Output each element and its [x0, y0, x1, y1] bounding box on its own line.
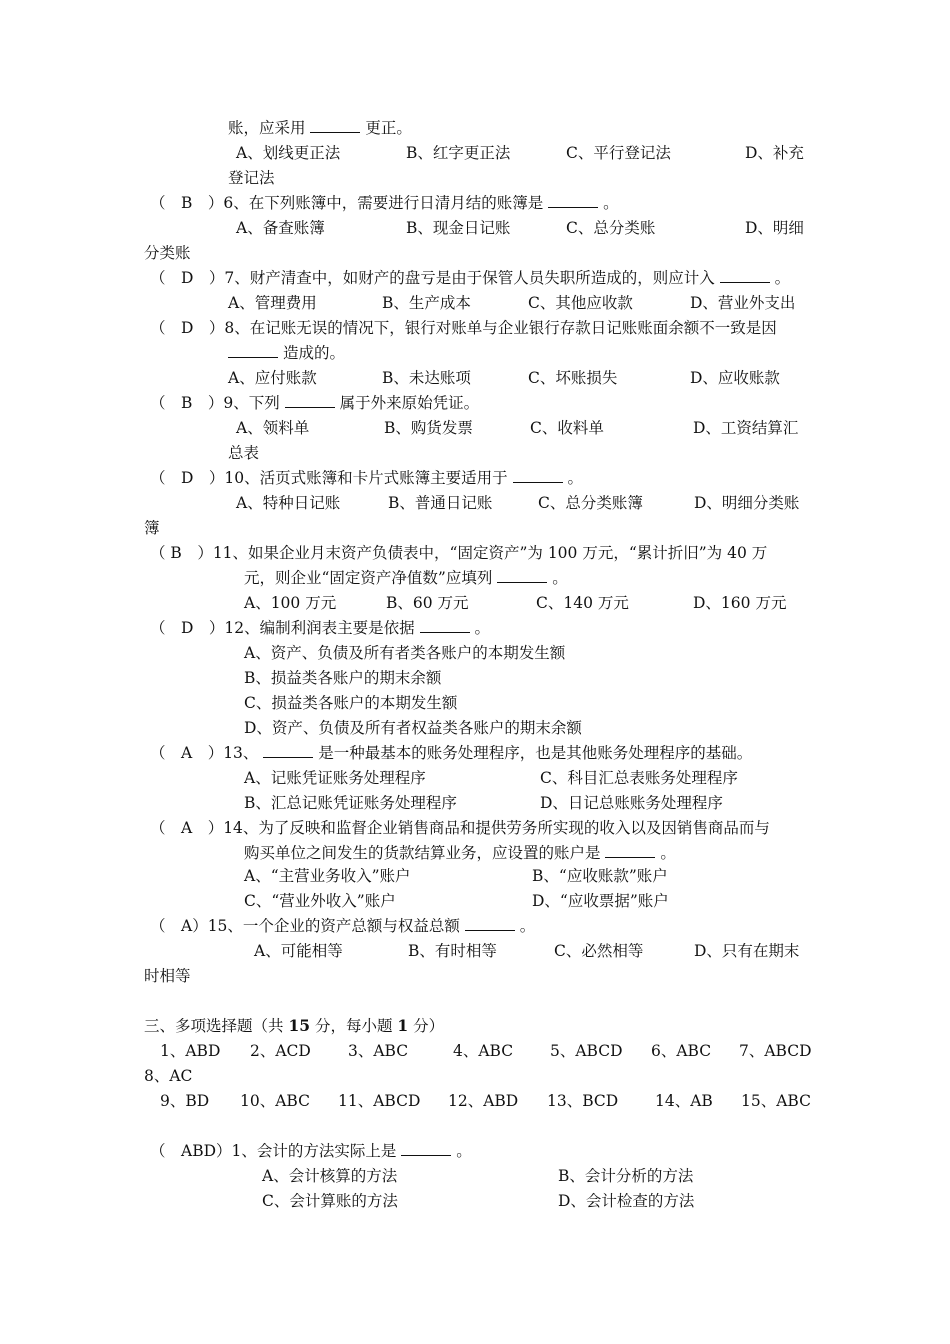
- answer-blank: [465, 916, 515, 931]
- section-3-total-points: 15: [288, 1016, 311, 1035]
- q11-option-c: C、140 万元: [536, 594, 629, 612]
- q14-stem: （ A ）14、为了反映和监督企业销售商品和提供劳务所实现的收入以及因销售商品而与: [150, 819, 770, 837]
- q13-option-b: B、汇总记账凭证账务处理程序: [244, 794, 457, 812]
- q9-option-a: A、领料单: [236, 419, 310, 437]
- q11-stem-end: 。: [552, 569, 568, 587]
- q14-option-a: A、“主营业务收入”账户: [244, 867, 411, 885]
- q13-option-d: D、日记总账账务处理程序: [540, 794, 723, 812]
- q7-option-d: D、营业外支出: [690, 294, 796, 312]
- answer-key-item: 1、ABD: [160, 1042, 221, 1060]
- q12-option-a: A、资产、负债及所有者类各账户的本期发生额: [244, 644, 566, 662]
- q11-option-d: D、160 万元: [693, 594, 787, 612]
- section-3-title-post: 分）: [413, 1017, 445, 1035]
- q15-option-b: B、有时相等: [408, 942, 497, 960]
- q7-stem: [150, 268, 790, 288]
- q12-stem-text: （ D ）12、编制利润表主要是依据: [150, 619, 415, 637]
- section-3-title-mid: 分，每小题: [314, 1017, 393, 1035]
- q15-stem: [150, 916, 535, 936]
- mq1-option-b: B、会计分析的方法: [558, 1167, 694, 1185]
- q9-option-d: D、工资结算汇: [693, 419, 799, 437]
- q15-stem-text: （ A）15、一个企业的资产总额与权益总额: [150, 917, 460, 935]
- q5-option-a: A、划线更正法: [236, 144, 341, 162]
- q12-stem-end: 。: [474, 619, 491, 637]
- answer-blank: [513, 468, 563, 483]
- section-3-each-points: 1: [397, 1016, 409, 1035]
- q11-stem: （ B ）11、如果企业月末资产负债表中，“固定资产”为 100 万元，“累计折旧”为 40 万: [150, 544, 768, 562]
- answer-blank: [548, 193, 598, 208]
- answer-key-item: 5、ABCD: [550, 1042, 623, 1060]
- answer-key-item: 9、BD: [160, 1092, 210, 1110]
- q13-option-c: C、科目汇总表账务处理程序: [540, 769, 738, 787]
- q11-stem-cont: [244, 568, 568, 588]
- mq1-option-d: D、会计检查的方法: [558, 1192, 695, 1210]
- answer-blank: [285, 393, 335, 408]
- section-3-title-pre: 三、多项选择题（共: [144, 1017, 284, 1035]
- q7-stem-end: 。: [774, 269, 791, 287]
- answer-key-item: 4、ABC: [453, 1042, 514, 1060]
- q7-stem-text: （ D ）7、财产清查中，如财产的盘亏是由于保管人员失职所造成的，则应计入: [150, 269, 715, 287]
- q5-stem-text: 账，应采用: [228, 119, 306, 137]
- q12-option-d: D、资产、负债及所有者权益类各账户的期末余额: [244, 719, 582, 737]
- answer-key-item: 13、BCD: [547, 1092, 619, 1110]
- answer-blank: [420, 618, 470, 633]
- q8-stem-cont: [228, 343, 345, 363]
- q6-stem-text: （ B ）6、在下列账簿中，需要进行日清月结的账簿是: [150, 194, 544, 212]
- mq1-option-a: A、会计核算的方法: [262, 1167, 398, 1185]
- answer-key-item: 7、ABCD: [739, 1042, 812, 1060]
- q10-stem-text: （ D ）10、活页式账簿和卡片式账簿主要适用于: [150, 469, 508, 487]
- q14-option-d: D、“应收票据”账户: [532, 892, 669, 910]
- q9-option-d-cont: 总表: [228, 444, 260, 462]
- q10-option-d: D、明细分类账: [694, 494, 800, 512]
- answer-blank: [228, 343, 278, 358]
- q6-option-c: C、总分类账: [566, 219, 656, 237]
- answer-key-item: 8、AC: [144, 1067, 193, 1085]
- answer-blank: [263, 743, 313, 758]
- q7-option-c: C、其他应收款: [528, 294, 633, 312]
- answer-blank: [605, 843, 655, 858]
- q12-option-c: C、损益类各账户的本期发生额: [244, 694, 458, 712]
- q12-option-b: B、损益类各账户的期末余额: [244, 669, 442, 687]
- q5-option-c: C、平行登记法: [566, 144, 671, 162]
- answer-blank: [310, 118, 360, 133]
- answer-key-item: 3、ABC: [348, 1042, 409, 1060]
- answer-key-item: 11、ABCD: [338, 1092, 421, 1110]
- mq1-stem: [150, 1141, 472, 1161]
- q6-option-b: B、现金日记账: [406, 219, 511, 237]
- q14-option-b: B、“应收账款”账户: [532, 867, 668, 885]
- q13-stem-text: （ A ）13、: [150, 744, 259, 762]
- q8-option-d: D、应收账款: [690, 369, 780, 387]
- answer-key-item: 14、AB: [655, 1092, 713, 1110]
- q10-option-b: B、普通日记账: [388, 494, 493, 512]
- q11-option-a: A、100 万元: [244, 594, 337, 612]
- answer-key-item: 15、ABC: [741, 1092, 811, 1110]
- q9-stem: [150, 393, 479, 413]
- answer-key-item: 6、ABC: [651, 1042, 712, 1060]
- q7-option-a: A、管理费用: [228, 294, 317, 312]
- q11-option-b: B、60 万元: [386, 594, 469, 612]
- q6-stem-end: 。: [603, 194, 619, 212]
- answer-key-item: 10、ABC: [240, 1092, 310, 1110]
- q10-option-d-cont: 簿: [144, 519, 160, 537]
- mq1-option-c: C、会计算账的方法: [262, 1192, 398, 1210]
- mq1-stem-text: （ ABD）1、会计的方法实际上是: [150, 1142, 397, 1160]
- q14-stem-end: 。: [660, 844, 676, 862]
- q5-stem-end: 更正。: [365, 119, 412, 137]
- q10-option-c: C、总分类账簿: [538, 494, 643, 512]
- q14-option-c: C、“营业外收入”账户: [244, 892, 396, 910]
- section-3-title: [144, 1016, 444, 1036]
- q13-option-a: A、记账凭证账务处理程序: [244, 769, 426, 787]
- q6-stem: [150, 193, 619, 213]
- answer-blank: [401, 1141, 451, 1156]
- q10-stem-end: 。: [567, 469, 584, 487]
- q7-option-b: B、生产成本: [382, 294, 471, 312]
- answer-blank: [497, 568, 547, 583]
- answer-blank: [720, 268, 770, 283]
- q13-stem-end: 是一种最基本的账务处理程序，也是其他账务处理程序的基础。: [318, 744, 753, 762]
- q6-option-d-cont: 分类账: [144, 244, 191, 262]
- q15-option-d-cont: 时相等: [144, 967, 191, 985]
- q14-stem-cont-text: 购买单位之间发生的货款结算业务，应设置的账户是: [244, 844, 601, 862]
- answer-key-item: 12、ABD: [448, 1092, 519, 1110]
- q5-option-b: B、红字更正法: [406, 144, 511, 162]
- q8-stem-cont-text: 造成的。: [282, 344, 345, 362]
- q6-option-a: A、备查账簿: [236, 219, 325, 237]
- q9-stem-end: 属于外来原始凭证。: [339, 394, 480, 412]
- q8-stem: （ D ）8、在记账无误的情况下，银行对账单与企业银行存款日记账账面余额不一致是因: [150, 319, 777, 337]
- q8-option-c: C、坏账损失: [528, 369, 618, 387]
- q13-stem: [150, 743, 752, 763]
- q9-option-b: B、购货发票: [384, 419, 473, 437]
- q8-option-a: A、应付账款: [228, 369, 317, 387]
- q10-option-a: A、特种日记账: [236, 494, 341, 512]
- q6-option-d: D、明细: [745, 219, 804, 237]
- q8-option-b: B、未达账项: [382, 369, 471, 387]
- q9-stem-text: （ B ）9、下列: [150, 394, 280, 412]
- q9-option-c: C、收料单: [530, 419, 604, 437]
- q5-option-d: D、补充: [745, 144, 804, 162]
- q14-stem-cont: [244, 843, 676, 863]
- q5-stem: [228, 118, 412, 138]
- q15-option-c: C、必然相等: [554, 942, 644, 960]
- q15-option-a: A、可能相等: [254, 942, 343, 960]
- q15-option-d: D、只有在期末: [694, 942, 800, 960]
- q11-stem-cont-text: 元，则企业“固定资产净值数”应填列: [244, 569, 493, 587]
- q12-stem: [150, 618, 490, 638]
- mq1-stem-end: 。: [456, 1142, 472, 1160]
- answer-key-item: 2、ACD: [250, 1042, 311, 1060]
- q10-stem: [150, 468, 583, 488]
- q5-option-d-cont: 登记法: [228, 169, 275, 187]
- q15-stem-end: 。: [519, 917, 536, 935]
